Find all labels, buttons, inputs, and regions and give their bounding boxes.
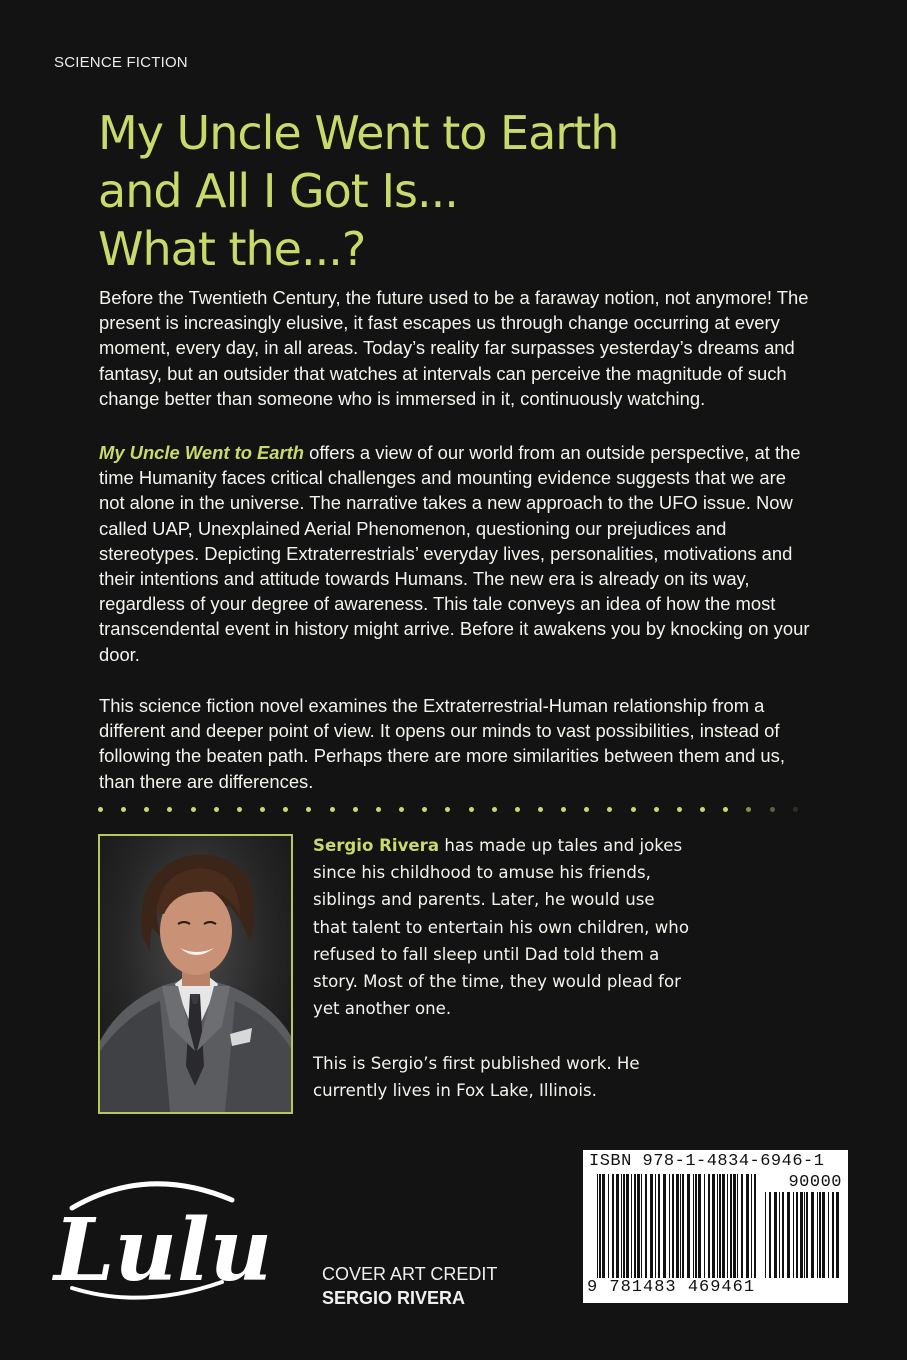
credit-name: SERGIO RIVERA: [322, 1288, 466, 1308]
blurb-paragraph-2-text: offers a view of our world from an outside perspective, at the time Humanity faces critical challenges and mounting evidence suggests that we are not alone in the universe. The narrative takes a new approach to the UFO issue. Now called UAP, Unexplained Aerial Phenomenon, questioning our prejudices and stereotypes. Depicting Extraterrestrials’ everyday lives, personalities, motivations and their intentions and attitude towards Humans. The new era is already on its way, regardless of your degree of awareness. This tale conveys an idea of how the most transcendental event in history might arrive. Before it awakens you by knocking on your door.: [99, 442, 810, 665]
divider-dot: [584, 807, 589, 812]
divider-dot: [422, 807, 427, 812]
divider-dot: [353, 807, 358, 812]
divider-dot: [237, 807, 242, 812]
dotted-divider: [98, 804, 798, 814]
genre-label: SCIENCE FICTION: [54, 54, 188, 71]
divider-dot: [469, 807, 474, 812]
divider-dot: [445, 807, 450, 812]
divider-dot: [561, 807, 566, 812]
divider-dot: [191, 807, 196, 812]
divider-dot: [376, 807, 381, 812]
cover-art-credit: [322, 1262, 512, 1310]
divider-dot: [723, 807, 728, 812]
price-addon: 90000: [788, 1173, 842, 1192]
isbn-label: ISBN 978-1-4834-6946-1: [589, 1152, 825, 1171]
lulu-logo-mark: [52, 1170, 273, 1310]
blurb-paragraph-3: This science fiction novel examines the Extraterrestrial-Human relationship from a different and deeper point of view. It opens our minds to vast possibilities, instead of following the beaten path. Perhaps there are more similarities between them and us, than there are differences.: [99, 695, 785, 792]
author-name: Sergio Rivera: [313, 836, 440, 855]
author-bio-text: has made up tales and jokes since his childhood to amuse his friends, siblings and parents. Later, he would use that talent to entertain his own children, who refused to fall sleep until Dad told them a story. Most of the time, they would plead for yet another one.: [313, 836, 689, 1019]
divider-dot: [607, 807, 612, 812]
divider-dot: [306, 807, 311, 812]
divider-dot: [214, 807, 219, 812]
credit-label: COVER ART CREDIT: [322, 1264, 498, 1284]
blurb-book-title: My Uncle Went to Earth: [99, 442, 305, 463]
divider-dot: [654, 807, 659, 812]
svg-text:Lulu: Lulu: [54, 1200, 273, 1301]
divider-dot: [144, 807, 149, 812]
divider-dot: [515, 807, 520, 812]
divider-dot: [399, 807, 404, 812]
isbn-digits: 9 781483 469461: [587, 1278, 756, 1297]
author-portrait-illustration: [100, 836, 291, 1112]
divider-dot: [770, 807, 775, 812]
isbn-barcode: [583, 1150, 848, 1303]
addon-barcode-bars: [765, 1192, 841, 1278]
divider-dot: [167, 807, 172, 812]
divider-dot: [793, 807, 798, 812]
lulu-logo: [52, 1170, 273, 1310]
divider-dot: [330, 807, 335, 812]
divider-dot: [121, 807, 126, 812]
barcode-bars: [597, 1174, 757, 1278]
title-line-1: My Uncle Went to Earth: [98, 106, 619, 160]
title-line-2: and All I Got Is...: [98, 164, 458, 218]
blurb-paragraph-2: [99, 440, 811, 667]
book-title: [98, 104, 658, 278]
author-bio-paragraph-1: [313, 832, 693, 1022]
divider-dot: [492, 807, 497, 812]
divider-dot: [283, 807, 288, 812]
divider-dot: [677, 807, 682, 812]
blurb-paragraph-1: Before the Twentieth Century, the future used to be a faraway notion, not anymore! The present is increasingly elusive, it fast escapes us through change occurring at every moment, every day, in all areas. Today’s reality far surpasses yesterday’s dreams and fantasy, but an outsider that watches at intervals can perceive the magnitude of such change better than someone who is immersed in it, continuously watching.: [99, 287, 809, 409]
divider-dot: [538, 807, 543, 812]
divider-dot: [98, 807, 103, 812]
author-photo: [98, 834, 293, 1114]
divider-dot: [746, 807, 751, 812]
title-line-3: What the...?: [98, 222, 366, 276]
divider-dot: [631, 807, 636, 812]
divider-dot: [700, 807, 705, 812]
author-bio-paragraph-2: This is Sergio’s first published work. He currently lives in Fox Lake, Illinois.: [313, 1054, 640, 1101]
divider-dot: [260, 807, 265, 812]
